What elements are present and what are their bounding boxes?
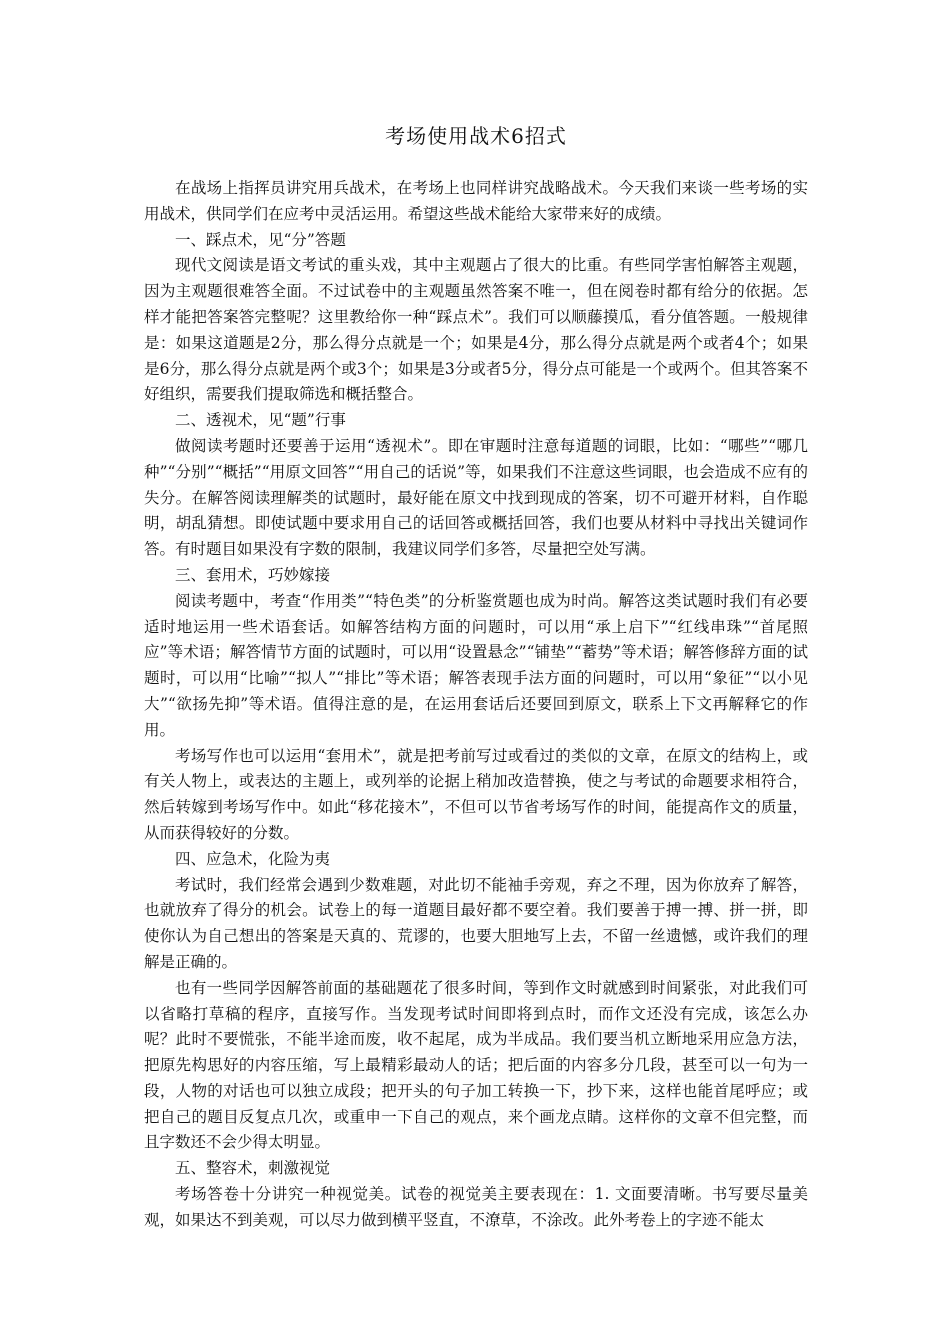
section-heading-2: 二、透视术，见“题”行事: [175, 411, 346, 430]
document-title: 考场使用战术6招式: [385, 124, 567, 148]
section-2-paragraph: 做阅读考题时还要善于运用“透视术”。即在审题时注意每道题的词眼，比如：“哪些”“哪几种”“分别”“概括”“用原文回答”“用自己的话说”等，如果我们不注意这些词眼，也会造成不应有的失分。在解答阅读理解类的试题时，最好能在原文中找到现成的答案，切不可避开材料，自作聪明，胡乱猜想。即使试题中要求用自己的话回答或概括回答，我们也要从材料中寻找出关键词作答。有时题目如果没有字数的限制，我建议同学们多答，尽量把空处写满。: [144, 436, 808, 559]
intro-paragraph: 在战场上指挥员讲究用兵战术，在考场上也同样讲究战略战术。今天我们来谈一些考场的实用战术，供同学们在应考中灵活运用。希望这些战术能给大家带来好的成绩。: [144, 179, 808, 223]
document-body: [144, 176, 808, 1234]
section-heading-5: 五、整容术，刺激视觉: [175, 1159, 331, 1178]
section-heading-3: 三、套用术，巧妙嫁接: [175, 565, 331, 584]
section-heading-4: 四、应急术，化险为夷: [175, 849, 331, 868]
section-4-paragraph-2: 也有一些同学因解答前面的基础题花了很多时间，等到作文时就感到时间紧张，对此我们可以省略打草稿的程序，直接写作。当发现考试时间即将到点时，而作文还没有完成，该怎么办呢？此时不要慌张，不能半途而废，收不起尾，成为半成品。我们要当机立断地采用应急方法，把原先构思好的内容压缩，写上最精彩最动人的话；把后面的内容多分几段，甚至可以一句为一段，人物的对话也可以独立成段；把开头的句子加工转换一下，抄下来，这样也能首尾呼应；或把自己的题目反复点几次，或重申一下自己的观点，来个画龙点睛。这样你的文章不但完整，而且字数还不会少得太明显。: [144, 978, 808, 1152]
section-3-paragraph-2: 考场写作也可以运用“套用术”，就是把考前写过或看过的类似的文章，在原文的结构上，或有关人物上，或表达的主题上，或列举的论据上稍加改造替换，使之与考试的命题要求相符合，然后转嫁到考场写作中。如此“移花接木”，不但可以节省考场写作的时间，能提高作文的质量，从而获得较好的分数。: [144, 746, 808, 842]
section-heading-1: 一、踩点术，见“分”答题: [175, 230, 346, 249]
section-5-paragraph: 考场答卷十分讲究一种视觉美。试卷的视觉美主要表现在：1. 文面要清晰。书写要尽量美观，如果达不到美观，可以尽力做到横平竖直，不潦草，不涂改。此外考卷上的字迹不能太: [144, 1185, 808, 1229]
section-3-paragraph-1: 阅读考题中，考查“作用类”“特色类”的分析鉴赏题也成为时尚。解答这类试题时我们有必要适时地运用一些术语套话。如解答结构方面的问题时，可以用“承上启下”“红线串珠”“首尾照应”等术语；解答情节方面的试题时，可以用“设置悬念”“铺垫”“蓄势”等术语；解答修辞方面的试题时，可以用“比喻”“拟人”“排比”等术语；解答表现手法方面的问题时，可以用“象征”“以小见大”“欲扬先抑”等术语。值得注意的是，在运用套话后还要回到原文，联系上下文再解释它的作用。: [144, 591, 808, 739]
section-4-paragraph-1: 考试时，我们经常会遇到少数难题，对此切不能袖手旁观，弃之不理，因为你放弃了解答，也就放弃了得分的机会。试卷上的每一道题目最好都不要空着。我们要善于搏一搏、拼一拼，即使你认为自己想出的答案是天真的、荒谬的，也要大胆地写上去，不留一丝遗憾，或许我们的理解是正确的。: [144, 875, 808, 971]
section-1-paragraph: 现代文阅读是语文考试的重头戏，其中主观题占了很大的比重。有些同学害怕解答主观题，因为主观题很难答全面。不过试卷中的主观题虽然答案不唯一，但在阅卷时都有给分的依据。怎样才能把答案答完整呢？这里教给你一种“踩点术”。我们可以顺藤摸瓜，看分值答题。一般规律是：如果这道题是2分，那么得分点就是一个；如果是4分，那么得分点就是两个或者4个；如果是6分，那么得分点就是两个或3个；如果是3分或者5分，得分点可能是一个或两个。但其答案不好组织，需要我们提取筛选和概括整合。: [144, 256, 808, 404]
